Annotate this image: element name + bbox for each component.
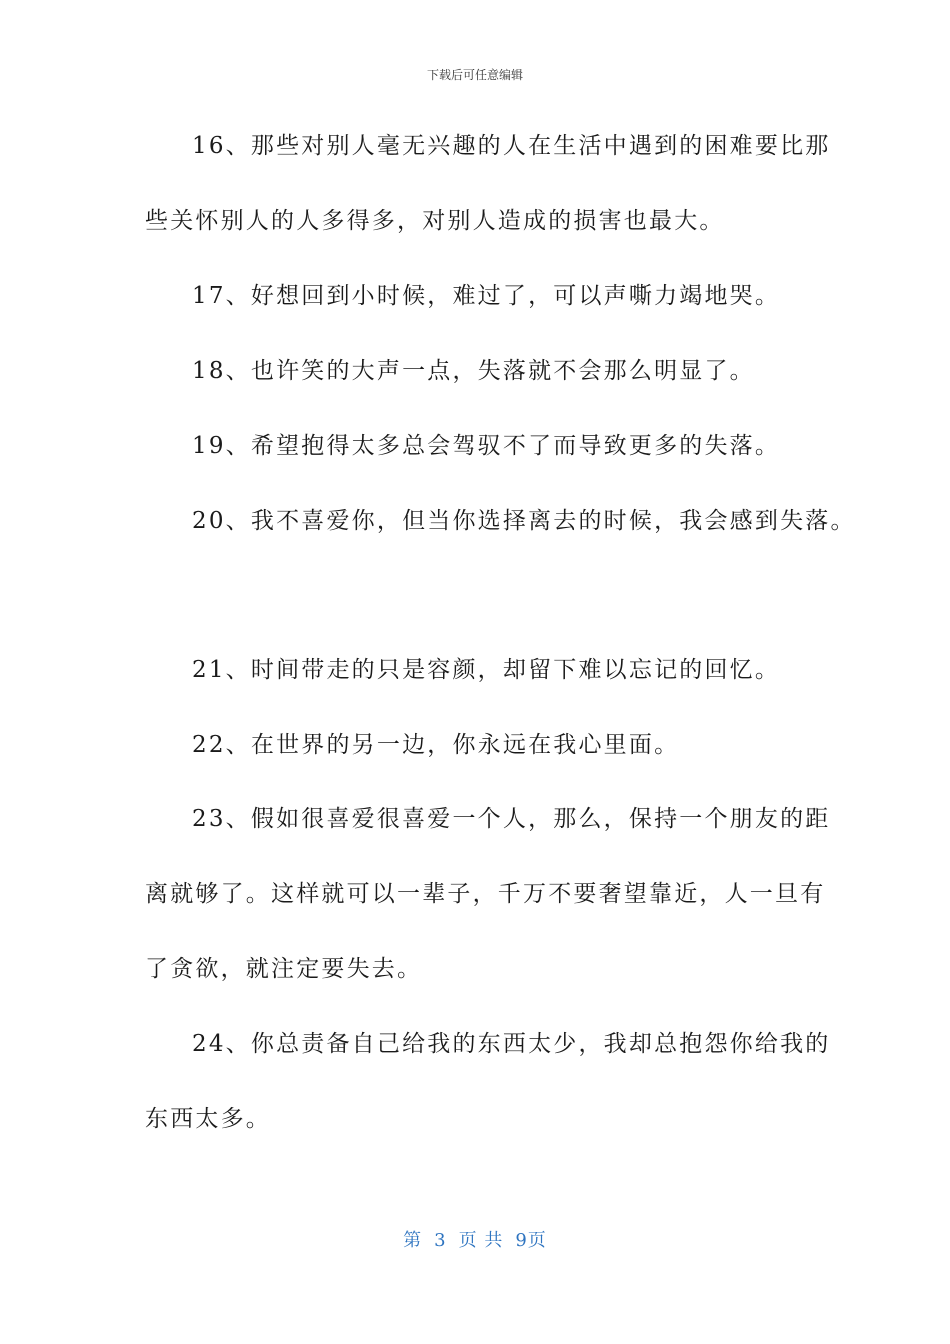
paragraph-23-line-1: 23、假如很喜爱很喜爱一个人，那么，保持一个朋友的距 bbox=[192, 806, 831, 832]
paragraph-23-line-3: 了贪欲，就注定要失去。 bbox=[145, 956, 423, 982]
paragraph-20: 20、我不喜爱你，但当你选择离去的时候，我会感到失落。 bbox=[192, 508, 856, 534]
page-header: 下载后可任意编辑 bbox=[426, 68, 523, 82]
footer-middle: 页 共 bbox=[458, 1230, 504, 1251]
paragraph-24-line-1: 24、你总责备自己给我的东西太少，我却总抱怨你给我的 bbox=[192, 1031, 831, 1057]
paragraph-19: 19、希望抱得太多总会驾驭不了而导致更多的失落。 bbox=[192, 433, 781, 459]
paragraph-21: 21、时间带走的只是容颜，却留下难以忘记的回忆。 bbox=[192, 657, 781, 683]
paragraph-22: 22、在世界的另一边，你永远在我心里面。 bbox=[192, 732, 680, 758]
paragraph-23-line-2: 离就够了。这样就可以一辈子，千万不要奢望靠近，人一旦有 bbox=[145, 881, 826, 907]
footer-page-number: 3 bbox=[434, 1230, 447, 1251]
paragraph-16-line-2: 些关怀别人的人多得多，对别人造成的损害也最大。 bbox=[145, 208, 725, 234]
paragraph-24-line-2: 东西太多。 bbox=[145, 1106, 271, 1132]
footer-prefix: 第 bbox=[403, 1230, 423, 1251]
footer-total: 9页 bbox=[515, 1230, 547, 1251]
paragraph-16-line-1: 16、那些对别人毫无兴趣的人在生活中遇到的困难要比那 bbox=[192, 133, 831, 159]
paragraph-17: 17、好想回到小时候，难过了，可以声嘶力竭地哭。 bbox=[192, 283, 781, 309]
page-footer bbox=[0, 1226, 950, 1252]
paragraph-18: 18、也许笑的大声一点，失落就不会那么明显了。 bbox=[192, 358, 755, 384]
